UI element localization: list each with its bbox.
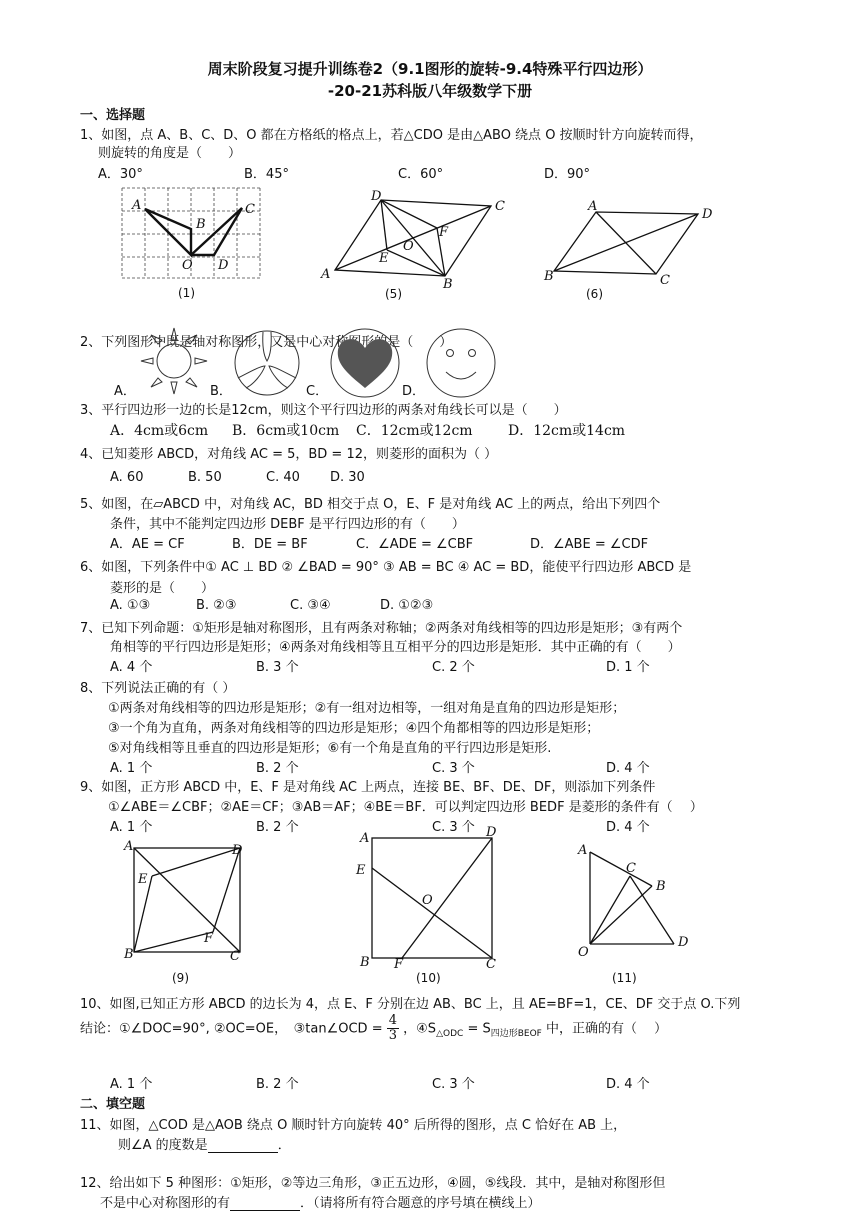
q6-option-a: A. ①③ [110, 598, 151, 613]
section-fill-heading: 二、填空题 [80, 1097, 146, 1112]
q4-line-1: 4、已知菱形 ABCD，对角线 AC = 5，BD = 12，则菱形的面积为（ ） [80, 447, 498, 462]
q3-line-1: 3、平行四边形一边的长是12cm，则这个平行四边形的两条对角线长可以是（ ） [80, 403, 567, 418]
figure-1-grid [112, 183, 272, 303]
q9-option-d: D. 4 个 [606, 820, 650, 835]
q5-line-1: 5、如图，在▱ABCD 中，对角线 AC，BD 相交于点 O，E、F 是对角线 AC 上的两点，给出下列四个 [80, 497, 661, 512]
figure-5-parallelogram [315, 188, 515, 303]
fig1-label-o: O [182, 258, 193, 273]
q10-area-text-a: ，④S [403, 1021, 437, 1037]
q10-option-d: D. 4 个 [606, 1077, 650, 1092]
q6-option-d: D. ①②③ [380, 598, 434, 613]
q4-option-c: C. 40 [266, 470, 300, 485]
q5-option-d: D．∠ABE = ∠CDF [530, 537, 649, 552]
fig1-label-b: B [196, 217, 206, 232]
fig11-caption: (11) [612, 971, 637, 985]
fig5-label-o: O [403, 239, 414, 254]
fig6-label-c: C [660, 273, 670, 288]
fig1-label-a: A [132, 198, 142, 213]
fig5-label-c: C [495, 199, 505, 214]
q10-line-1: 10、如图,已知正方形 ABCD 的边长为 4，点 E、F 分别在边 AB、BC 上，且 AE=BF=1，CE、DF 交于点 O.下列 [80, 997, 741, 1012]
fig9-label-c: C [230, 949, 240, 964]
fig9-label-f: F [204, 931, 214, 946]
fig10-label-a: A [360, 831, 370, 846]
fig6-label-b: B [544, 269, 554, 284]
q6-line-2: 菱形的是（ ） [110, 581, 215, 596]
q1-option-a: A．30° [98, 167, 143, 182]
q8-line-2: ①两条对角线相等的四边形是矩形；②有一组对边相等，一组对角是直角的四边形是矩形； [108, 701, 626, 716]
q12-prompt: 不是中心对称图形的有 [100, 1196, 231, 1211]
fig11-label-a: A [578, 843, 588, 858]
section-choice-heading: 一、选择题 [80, 108, 146, 123]
fig5-label-f: F [439, 225, 449, 240]
q10-line-2 [80, 1014, 667, 1044]
q8-option-b: B. 2 个 [256, 761, 299, 776]
q10-fraction-numerator: 4 [388, 1013, 398, 1028]
fig9-label-a: A [124, 839, 134, 854]
fig9-label-b: B [124, 947, 134, 962]
figure-11-rotation [568, 840, 698, 986]
q12-end: ．（请将所有符合题意的序号填在横线上） [300, 1196, 541, 1211]
fig10-label-b: B [360, 955, 370, 970]
fig10-caption: (10) [416, 971, 441, 985]
heart-icon [328, 326, 402, 400]
q4-option-d: D. 30 [330, 470, 365, 485]
q12-answer-blank[interactable] [230, 1198, 300, 1211]
q5-option-b: B．DE = BF [232, 537, 308, 552]
fig6-label-a: A [588, 199, 598, 214]
fig5-caption: (5) [385, 287, 402, 301]
q11-prompt: 则∠A 的度数是 [118, 1138, 208, 1153]
fig11-label-d: D [678, 935, 689, 950]
q8-line-3: ③一个角为直角，两条对角线相等的四边形是矩形；④四个角都相等的四边形是矩形； [108, 721, 600, 736]
q9-line-1: 9、如图，正方形 ABCD 中，E、F 是对角线 AC 上两点，连接 BE、BF、DE、DF，则添加下列条件 [80, 780, 656, 795]
q3-option-a: A．4cm或6cm [110, 423, 209, 439]
q10-option-c: C. 3 个 [432, 1077, 475, 1092]
q1-option-c: C．60° [398, 167, 444, 182]
q3-option-b: B．6cm或10cm [232, 423, 340, 439]
q3-option-d: D．12cm或14cm [508, 423, 626, 439]
q7-line-2: 角相等的平行四边形是矩形；④两条对角线相等且互相平分的四边形是矩形．其中正确的有（ ） [110, 640, 681, 655]
q5-option-a: A．AE = CF [110, 537, 185, 552]
q6-option-c: C. ③④ [290, 598, 331, 613]
q12-line-1: 12、给出如下 5 种图形：①矩形，②等边三角形，③正五边形，④圆，⑤线段．其中，是轴对称图形但 [80, 1176, 666, 1191]
q8-line-1: 8、下列说法正确的有（ ） [80, 681, 236, 696]
fig11-label-b: B [656, 879, 666, 894]
q8-option-d: D. 4 个 [606, 761, 650, 776]
fig9-caption: (9) [172, 971, 189, 985]
q12-line-2 [100, 1192, 541, 1211]
fig5-label-b: B [443, 277, 453, 292]
q1-option-b: B．45° [244, 167, 289, 182]
q10-option-b: B. 2 个 [256, 1077, 299, 1092]
q10-fraction [387, 1014, 399, 1044]
q10-fraction-denominator: 3 [388, 1028, 398, 1044]
q1-option-d: D．90° [544, 167, 591, 182]
title-line-1: 周末阶段复习提升训练卷2（9.1图形的旋转-9.4特殊平行四边形） [207, 60, 653, 78]
q3-option-c: C．12cm或12cm [356, 423, 473, 439]
q1-line-2: 则旋转的角度是（ ） [98, 146, 242, 161]
title-line-2: -20-21苏科版八年级数学下册 [327, 82, 533, 100]
q1-line-1: 1、如图，点 A、B、C、D、O 都在方格纸的格点上，若△CDO 是由△ABO 绕点 O 按顺时针方向旋转而得， [80, 128, 703, 143]
fig1-label-c: C [245, 202, 255, 217]
q7-line-1: 7、已知下列命题：①矩形是轴对称图形，且有两条对称轴；②两条对角线相等的四边形是矩形；③有两个 [80, 621, 683, 636]
q2-option-a: A． [114, 384, 136, 399]
q11-line-2 [118, 1134, 291, 1153]
fig10-label-o: O [422, 893, 433, 908]
q10-conclusions-text: 结论：①∠DOC=90°, ②OC=OE， ③tan∠OCD = [80, 1021, 383, 1037]
q4-option-a: A. 60 [110, 470, 144, 485]
q6-option-b: B. ②③ [196, 598, 237, 613]
fig10-label-e: E [356, 863, 366, 878]
fig1-caption: (1) [178, 286, 195, 300]
q8-option-a: A. 1 个 [110, 761, 153, 776]
q5-line-2: 条件，其中不能判定四边形 DEBF 是平行四边形的有（ ） [110, 517, 465, 532]
q4-option-b: B. 50 [188, 470, 222, 485]
q8-option-c: C. 3 个 [432, 761, 475, 776]
q2-line-1: 2、下列图形中既是轴对称图形，又是中心对称图形的是（ ） [80, 335, 453, 350]
fig9-label-d: D [232, 843, 243, 858]
q9-option-a: A. 1 个 [110, 820, 153, 835]
q2-option-c: C． [306, 384, 329, 399]
fig11-label-o: O [578, 945, 589, 960]
fig10-label-f: F [394, 957, 404, 972]
fig11-label-c: C [626, 861, 636, 876]
sun-icon [136, 325, 214, 397]
fig1-label-d: D [218, 258, 229, 273]
q11-line-1: 11、如图，△COD 是△AOB 绕点 O 顺时针方向旋转 40° 后所得的图形，点 C 恰好在 AB 上， [80, 1118, 627, 1133]
q10-area-text-c: 中，正确的有（ ） [541, 1021, 668, 1037]
q7-option-a: A. 4 个 [110, 660, 153, 675]
q11-end: ． [277, 1138, 291, 1153]
q2-option-d: D． [402, 384, 426, 399]
q10-area-sub-1: △ODC [436, 1028, 464, 1039]
q7-option-c: C. 2 个 [432, 660, 475, 675]
fig6-caption: (6) [586, 287, 603, 301]
q10-area-sub-2: 四边形BEOF [490, 1028, 542, 1039]
smiley-face-icon [424, 326, 498, 400]
fig10-label-d: D [486, 826, 497, 840]
q6-line-1: 6、如图，下列条件中① AC ⊥ BD ② ∠BAD = 90° ③ AB = BC ④ AC = BD，能使平行四边形 ABCD 是 [80, 560, 692, 575]
figure-9-square [118, 838, 258, 986]
fig9-label-e: E [138, 872, 148, 887]
fig10-label-c: C [486, 957, 496, 972]
q5-option-c: C．∠ADE = ∠CBF [356, 537, 474, 552]
circle-pattern-icon [232, 328, 302, 398]
q2-option-b: B． [210, 384, 232, 399]
q9-option-c: C. 3 个 [432, 820, 475, 835]
figure-10-square [352, 826, 512, 986]
q9-option-b: B. 2 个 [256, 820, 299, 835]
q8-line-4: ⑤对角线相等且垂直的四边形是矩形；⑥有一个角是直角的平行四边形是矩形. [108, 741, 552, 756]
fig5-label-e: E [379, 251, 389, 266]
q7-option-d: D. 1 个 [606, 660, 650, 675]
fig5-label-d: D [371, 189, 382, 204]
fig6-label-d: D [702, 207, 713, 222]
q7-option-b: B. 3 个 [256, 660, 299, 675]
q11-answer-blank[interactable] [208, 1140, 278, 1153]
q10-area-text-b: = S [463, 1021, 491, 1037]
fig5-label-a: A [321, 267, 331, 282]
figure-6-parallelogram [540, 196, 720, 303]
q9-line-2: ①∠ABE＝∠CBF；②AE＝CF；③AB＝AF；④BE＝BF．可以判定四边形 BEDF 是菱形的条件有（ ） [108, 800, 703, 815]
q10-option-a: A. 1 个 [110, 1077, 153, 1092]
